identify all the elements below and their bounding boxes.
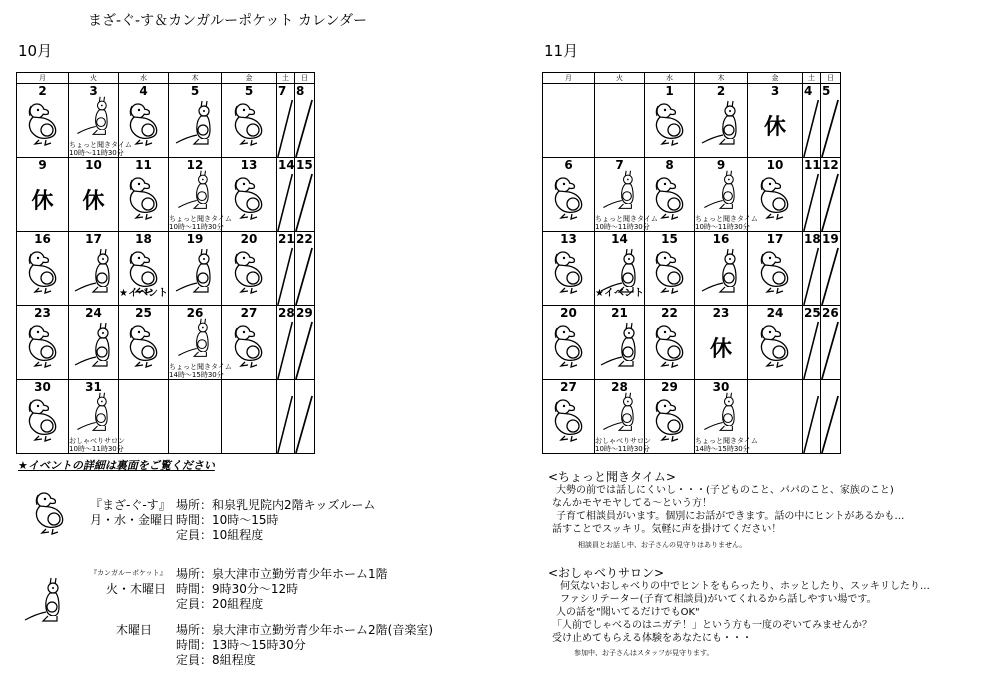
salon-line-3: 人の話を"聞いてるだけでもOK" [556,607,700,618]
day-number: 10 [85,158,102,172]
november-day-cell [748,380,803,454]
day-number: 24 [766,306,784,320]
weekend-slash [277,158,294,231]
mazagusu-days: 月・水・金曜日 [90,513,175,527]
day-number: 27 [240,306,258,320]
day-number: 7 [615,158,624,172]
kangaroo-icon [72,247,116,295]
november-day-cell [695,306,748,380]
kangaroo-days-2: 木曜日 [116,623,153,637]
kangaroo-time-2: 時間：13時～15時30分 [176,638,306,652]
october-day-cell [295,84,315,158]
chotto-small-note: 相談員とお話し中、お子さんの見守りはありません。 [578,541,747,549]
november-day-cell [695,158,758,232]
day-number: 22 [661,306,678,320]
november-day-cell [821,306,841,380]
october-day-cell [295,306,315,380]
october-day-cell [169,380,222,454]
day-number: 25 [804,306,821,320]
weekend-slash [277,380,294,453]
kangaroo-place-2: 場所：泉大津市立勤労青少年ホーム2階(音楽室) [176,623,433,637]
november-day-cell [595,84,645,158]
salon-small-note: 参加中、お子さんはスタッフが見守ります。 [574,649,714,657]
day-number: 13 [560,232,577,246]
day-number: 28 [611,380,628,394]
salon-line-4: 「人前でしゃべるのはニガテ！」という方も一度のぞいてみませんか？ [552,620,872,631]
october-day-cell [119,380,169,454]
day-number: 29 [296,306,313,320]
october-day-cell [69,306,119,380]
november-day-cell [543,306,595,380]
day-number: 23 [34,306,51,320]
weekday-header: 金 [748,73,803,84]
kangaroo-icon [598,321,642,369]
october-day-cell [277,232,295,306]
day-number: 9 [716,158,726,172]
event-label: ちょっと聞きタイム 10時～11時30分 [695,215,758,231]
october-day-cell [69,380,125,454]
october-day-cell [295,158,315,232]
weekday-header: 水 [119,73,169,84]
day-number: 17 [85,232,102,246]
november-day-cell [543,380,595,454]
event-star-label: ★イベント [595,288,644,299]
november-day-cell [748,306,803,380]
weekday-header: 土 [277,73,295,84]
kangaroo-icon [699,169,743,211]
day-number: 22 [296,232,313,246]
weekday-header: 日 [295,73,315,84]
day-number: 11 [804,158,821,172]
october-day-cell [295,232,315,306]
weekend-slash [821,380,840,453]
november-day-cell [645,232,695,306]
november-label: 11月 [544,42,579,60]
day-number: 2 [38,84,47,98]
duck-icon [122,99,166,147]
duck-icon [648,395,692,443]
day-number: 24 [85,306,102,320]
november-day-cell [803,306,821,380]
kangaroo-icon [22,576,66,624]
duck-icon [753,247,797,295]
day-number: 5 [244,84,254,98]
duck-icon [21,99,65,147]
november-day-cell [748,84,803,158]
kangaroo-capacity-2: 定員：8組程度 [176,653,256,667]
november-day-cell [821,158,841,232]
november-day-cell [695,232,748,306]
duck-icon [21,395,65,443]
october-day-cell [69,84,132,158]
october-day-cell [222,380,277,454]
october-day-cell [222,306,277,380]
day-number: 5 [190,84,200,98]
duck-icon [227,173,271,221]
event-label: ちょっと聞きタイム 14時～15時30分 [695,437,758,453]
october-day-cell [169,306,232,380]
event-label: おしゃべりサロン 10時～11時30分 [595,437,651,453]
duck-icon [648,173,692,221]
weekday-header: 土 [803,73,821,84]
duck-icon [227,247,271,295]
kangaroo-icon [173,169,217,211]
kangaroo-icon [72,321,116,369]
weekend-slash [295,306,314,379]
november-day-cell [803,380,821,454]
weekend-slash [821,84,840,157]
weekend-slash [821,158,840,231]
kangaroo-icon [699,99,743,147]
day-number: 19 [822,232,839,246]
weekday-header: 火 [595,73,645,84]
day-number: 30 [34,380,51,394]
closed-mark: 休 [82,189,105,214]
november-day-cell [543,232,595,306]
mazagusu-time: 時間：10時～15時 [176,513,279,527]
day-number: 8 [296,84,305,98]
kangaroo-days-1: 火・木曜日 [106,582,167,596]
duck-icon [122,321,166,369]
duck-icon [122,173,166,221]
day-number: 15 [661,232,678,246]
october-day-cell [277,158,295,232]
november-day-cell [821,232,841,306]
weekend-slash [803,158,820,231]
day-number: 7 [278,84,287,98]
day-number: 25 [135,306,152,320]
weekend-slash [295,84,314,157]
day-number: 14 [611,232,628,246]
mazagusu-place: 場所：和泉乳児院内2階キッズルーム [176,498,376,512]
salon-heading: <おしゃべりサロン> [548,566,665,580]
october-label: 10月 [18,42,53,60]
november-day-cell [645,158,695,232]
kangaroo-icon [173,317,217,359]
duck-icon [648,99,692,147]
october-day-cell [277,306,295,380]
weekend-slash [821,306,840,379]
october-day-cell [169,84,222,158]
duck-icon [21,247,65,295]
november-day-cell [821,380,841,454]
october-day-cell [295,380,315,454]
weekend-slash [277,232,294,305]
october-day-cell [169,232,222,306]
october-day-cell [17,306,69,380]
day-number: 26 [822,306,839,320]
weekend-slash [295,380,314,453]
november-day-cell [595,306,645,380]
day-number: 26 [186,306,204,320]
chotto-heading: <ちょっと聞きタイム> [548,470,676,484]
chotto-line-1: 大勢の前では話しにくいし・・・(子どものこと、パパのこと、家族のこと) [556,485,894,496]
duck-icon [547,247,591,295]
november-day-cell [645,306,695,380]
event-label: ちょっと聞きタイム 10時～11時30分 [169,215,232,231]
duck-icon [648,321,692,369]
chotto-line-2: なんかモヤモヤしてる～という方！ [552,498,712,509]
october-day-cell [222,84,277,158]
day-number: 12 [822,158,839,172]
weekend-slash [295,158,314,231]
november-day-cell [543,84,595,158]
day-number: 20 [240,232,258,246]
duck-icon [753,173,797,221]
november-calendar [542,72,841,454]
day-number: 30 [712,380,730,394]
kangaroo-icon [173,247,217,295]
october-day-cell [277,380,295,454]
day-number: 8 [665,158,674,172]
november-day-cell [695,380,758,454]
weekend-slash [277,306,294,379]
kangaroo-icon [598,391,642,433]
day-number: 1 [665,84,674,98]
weekday-header: 金 [222,73,277,84]
kangaroo-icon [173,99,217,147]
duck-icon [21,321,65,369]
duck-icon [227,321,271,369]
duck-icon [753,321,797,369]
kangaroo-icon [699,391,743,433]
weekday-header: 木 [695,73,748,84]
october-day-cell [17,232,69,306]
weekday-header: 水 [645,73,695,84]
day-number: 3 [770,84,780,98]
november-day-cell [645,84,695,158]
day-number: 14 [278,158,295,172]
november-day-cell [803,84,821,158]
weekend-slash [277,84,294,157]
october-day-cell [69,232,119,306]
duck-icon [227,99,271,147]
november-day-cell [595,232,645,306]
chotto-line-3: 子育て相談員がいます。個別にお話ができます。話の中にヒントがあるかも… [556,511,905,522]
day-number: 28 [278,306,295,320]
day-number: 5 [822,84,831,98]
november-day-cell [748,158,803,232]
day-number: 11 [135,158,152,172]
weekend-slash [821,232,840,305]
weekend-slash [803,380,820,453]
october-day-cell [17,84,69,158]
weekday-header: 日 [821,73,841,84]
day-number: 21 [278,232,295,246]
october-day-cell [69,158,119,232]
day-number: 6 [564,158,573,172]
event-label: おしゃべりサロン 10時～11時30分 [69,437,125,453]
kangaroo-icon [699,247,743,295]
kangaroo-icon [598,169,642,211]
page-title: まざ-ぐ-す＆カンガルーポケット カレンダー [88,13,367,29]
november-day-cell [748,232,803,306]
november-day-cell [543,158,595,232]
day-number: 29 [661,380,678,394]
weekend-slash [295,232,314,305]
kangaroo-name: 『カンガルーポケット』 [90,569,167,577]
event-label: ちょっと聞きタイム 14時～15時30分 [169,363,232,379]
chotto-line-4: 話すことでスッキリ。気軽に声を掛けてください！ [552,524,782,535]
day-number: 12 [186,158,204,172]
day-number: 16 [34,232,51,246]
day-number: 23 [712,306,730,320]
closed-mark: 休 [709,337,732,362]
october-day-cell [119,84,169,158]
kangaroo-place-1: 場所：泉大津市立勤労青少年ホーム1階 [176,567,388,581]
salon-line-5: 受け止めてもらえる体験をあなたにも・・・ [552,633,752,644]
kangaroo-icon [72,95,116,137]
duck-icon [547,173,591,221]
kangaroo-icon [72,391,116,433]
duck-icon [547,395,591,443]
kangaroo-capacity-1: 定員：20組程度 [176,597,264,611]
october-day-cell [222,232,277,306]
november-day-cell [695,84,748,158]
october-day-cell [277,84,295,158]
event-note: ★イベントの詳細は裏面をご覧ください [18,459,215,472]
day-number: 4 [139,84,148,98]
day-number: 27 [560,380,577,394]
november-day-cell [821,84,841,158]
day-number: 18 [135,232,152,246]
event-star-label: ★イベント [119,288,168,299]
october-day-cell [119,232,169,306]
october-day-cell [119,306,169,380]
october-day-cell [222,158,277,232]
weekday-header: 月 [17,73,69,84]
day-number: 16 [712,232,730,246]
october-calendar [16,72,315,454]
duck-icon [547,321,591,369]
day-number: 4 [804,84,813,98]
november-day-cell [595,158,658,232]
day-number: 21 [611,306,628,320]
day-number: 3 [89,84,98,98]
november-day-cell [803,232,821,306]
salon-line-1: 何気ないおしゃべりの中でヒントをもらったり、ホッとしたり、スッキリしたり… [560,581,930,592]
weekend-slash [803,232,820,305]
mazagusu-capacity: 定員：10組程度 [176,528,264,542]
day-number: 2 [716,84,726,98]
weekday-header: 月 [543,73,595,84]
salon-line-2: ファシリテーター(子育て相談員)がいてくれるから話しやすい場です。 [560,594,877,605]
november-day-cell [645,380,695,454]
day-number: 18 [804,232,821,246]
closed-mark: 休 [763,115,786,140]
day-number: 13 [240,158,258,172]
closed-mark: 休 [31,189,54,214]
october-day-cell [169,158,232,232]
kangaroo-time-1: 時間：9時30分～12時 [176,582,299,596]
november-day-cell [803,158,821,232]
weekend-slash [803,306,820,379]
october-day-cell [17,380,69,454]
day-number: 15 [296,158,313,172]
october-day-cell [119,158,169,232]
duck-icon [28,488,72,536]
day-number: 20 [560,306,577,320]
mazagusu-name: 『まざ-ぐ-す』 [90,498,171,512]
day-number: 19 [186,232,204,246]
november-day-cell [595,380,651,454]
day-number: 31 [85,380,102,394]
weekend-slash [803,84,820,157]
duck-icon [648,247,692,295]
weekday-header: 火 [69,73,119,84]
day-number: 17 [766,232,784,246]
day-number: 9 [38,158,47,172]
october-day-cell [17,158,69,232]
weekday-header: 木 [169,73,222,84]
event-label: ちょっと聞きタイム 10時～11時30分 [69,141,132,157]
event-label: ちょっと聞きタイム 10時～11時30分 [595,215,658,231]
day-number: 10 [766,158,784,172]
